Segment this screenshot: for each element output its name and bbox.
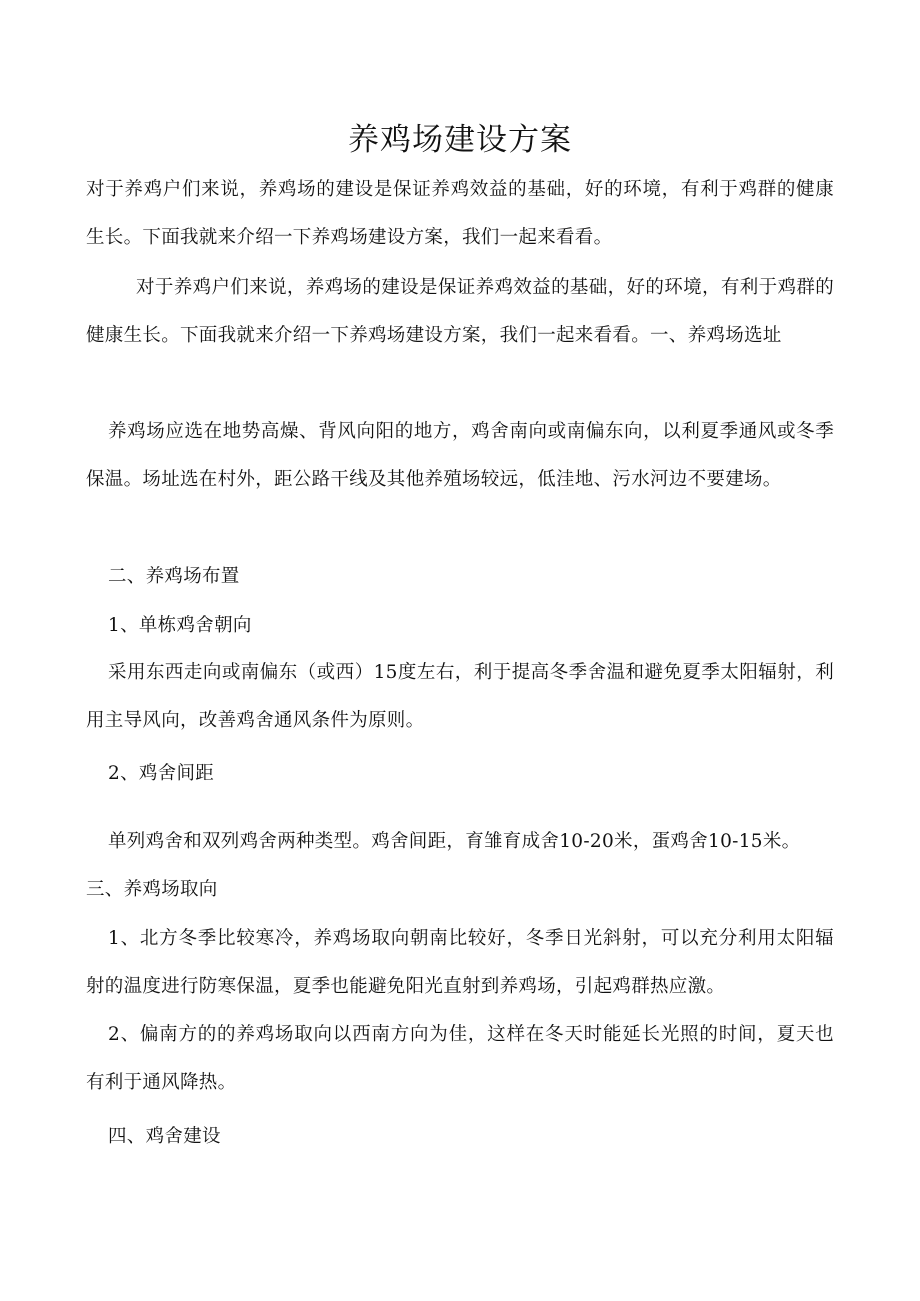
site-selection-paragraph: 养鸡场应选在地势高燥、背风向阳的地方，鸡舍南向或南偏东向，以利夏季通风或冬季保温。场址选在村外，距公路干线及其他养殖场较远，低洼地、污水河边不要建场。 bbox=[86, 421, 834, 490]
subheading-orientation: 1、单栋鸡舍朝向 bbox=[108, 615, 252, 636]
document-title: 养鸡场建设方案 bbox=[348, 122, 572, 158]
section-heading-direction: 三、养鸡场取向 bbox=[86, 879, 218, 900]
section-heading-layout: 二、养鸡场布置 bbox=[108, 566, 240, 587]
spacing-paragraph: 单列鸡舍和双列鸡舍两种类型。鸡舍间距，育雏育成舍10-20米，蛋鸡舍10-15米。 bbox=[108, 831, 801, 852]
direction-south-paragraph: 2、偏南方的的养鸡场取向以西南方向为佳，这样在冬天时能延长光照的时间，夏天也有利于通风降热。 bbox=[86, 1024, 834, 1093]
subheading-spacing: 2、鸡舍间距 bbox=[108, 763, 215, 784]
section-heading-construction: 四、鸡舍建设 bbox=[108, 1126, 221, 1147]
intro-paragraph: 对于养鸡户们来说，养鸡场的建设是保证养鸡效益的基础，好的环境，有利于鸡群的健康生长。下面我就来介绍一下养鸡场建设方案，我们一起来看看。 bbox=[86, 179, 834, 248]
intro-repeat-paragraph: 对于养鸡户们来说，养鸡场的建设是保证养鸡效益的基础，好的环境，有利于鸡群的健康生长。下面我就来介绍一下养鸡场建设方案，我们一起来看看。一、养鸡场选址 bbox=[86, 277, 834, 346]
orientation-paragraph: 采用东西走向或南偏东（或西）15度左右，利于提高冬季舍温和避免夏季太阳辐射，利用主导风向，改善鸡舍通风条件为原则。 bbox=[86, 662, 834, 731]
direction-north-paragraph: 1、北方冬季比较寒冷，养鸡场取向朝南比较好，冬季日光斜射，可以充分利用太阳辐射的温度进行防寒保温，夏季也能避免阳光直射到养鸡场，引起鸡群热应激。 bbox=[86, 928, 834, 997]
document-page bbox=[86, 0, 834, 1301]
